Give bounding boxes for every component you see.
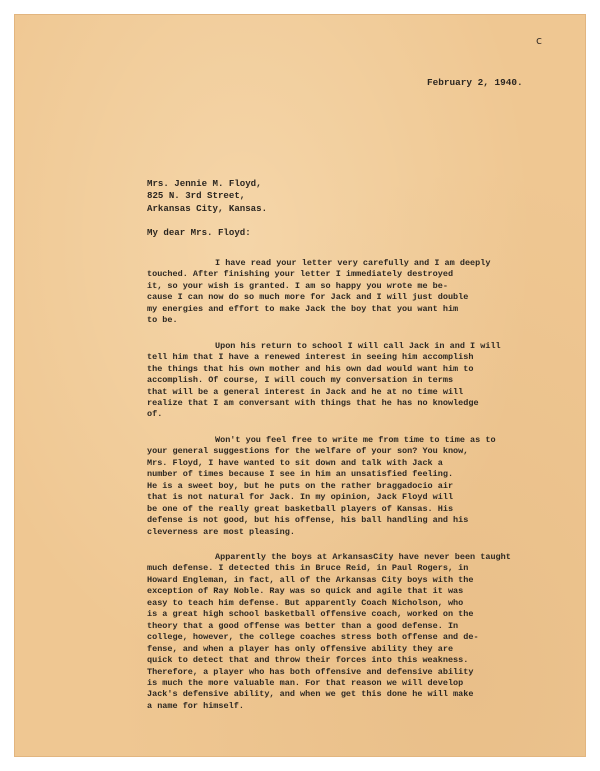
address-line: Mrs. Jennie M. Floyd, bbox=[147, 178, 262, 189]
body-line: fense, and when a player has only offensive ability they are bbox=[147, 643, 454, 654]
body-line: it, so your wish is granted. I am so happy you wrote me be- bbox=[147, 280, 448, 291]
address-line: Arkansas City, Kansas. bbox=[147, 202, 268, 214]
body-line: that is not natural for Jack. In my opinion, Jack Floyd will bbox=[147, 492, 454, 503]
body-line: be one of the really great basketball players of Kansas. His bbox=[147, 503, 454, 514]
body-line: easy to teach him defense. But apparently Coach Nicholson, who bbox=[147, 597, 464, 608]
letter-page bbox=[14, 14, 586, 757]
body-line: that will be a general interest in Jack and he at no time will bbox=[147, 386, 464, 397]
body-line: I have read your letter very carefully and I am deeply bbox=[215, 258, 491, 268]
paragraph-1 bbox=[147, 258, 567, 327]
body-line: Apparently the boys at ArkansasCity have never been taught bbox=[215, 551, 511, 562]
body-line: Mrs. Floyd, I have wanted to sit down and talk with Jack a bbox=[147, 457, 443, 468]
body-line: to be. bbox=[147, 315, 178, 326]
body-line: Jack's defensive ability, and when we get this done he will make bbox=[147, 689, 474, 700]
body-line: touched. After finishing your letter I immediately destroyed bbox=[147, 269, 454, 280]
body-line: accomplish. Of course, I will couch my conversation in terms bbox=[147, 375, 454, 386]
letter-body bbox=[147, 258, 567, 726]
body-line: the things that his own mother and his own dad would want him to bbox=[147, 363, 474, 374]
body-line: college, however, the college coaches stress both offense and de- bbox=[147, 632, 479, 643]
body-line: much defense. I detected this in Bruce Reid, in Paul Rogers, in bbox=[147, 563, 469, 574]
body-line: realize that I am conversant with things that he has no knowledge bbox=[147, 397, 479, 408]
paragraph-2 bbox=[147, 341, 567, 421]
body-line: a name for himself. bbox=[147, 700, 244, 711]
body-line: exception of Ray Noble. Ray was so quick and agile that it was bbox=[147, 586, 464, 597]
address-line: 825 N. 3rd Street, bbox=[147, 190, 246, 202]
salutation: My dear Mrs. Floyd: bbox=[147, 227, 251, 238]
body-line: defense is not good, but his offense, his ball handling and his bbox=[147, 515, 469, 526]
body-line: cause I can now do so much more for Jack and I will just double bbox=[147, 292, 469, 303]
body-line: your general suggestions for the welfare of your son? You know, bbox=[147, 446, 469, 457]
body-line: Howard Engleman, in fact, all of the Arkansas City boys with the bbox=[147, 574, 474, 585]
corner-mark: c bbox=[536, 34, 543, 47]
paragraph-4 bbox=[147, 552, 567, 712]
paragraph-3 bbox=[147, 435, 567, 538]
body-line: Therefore, a player who has both offensive and defensive ability bbox=[147, 666, 474, 677]
body-line: is a great high school basketball offensive coach, worked on the bbox=[147, 609, 474, 620]
body-line: tell him that I have a renewed interest in seeing him accomplish bbox=[147, 352, 474, 363]
body-line: Won't you feel free to write me from time to time as to bbox=[215, 434, 496, 445]
body-line: cleverness are most pleasing. bbox=[147, 526, 295, 537]
body-line: theory that a good offense was better than a good defense. In bbox=[147, 620, 459, 631]
body-line: number of times because I see in him an unsatisfied feeling. bbox=[147, 469, 454, 480]
letter-date: February 2, 1940. bbox=[427, 77, 523, 88]
body-line: quick to detect that and throw their forces into this weakness. bbox=[147, 655, 469, 666]
body-line: my energies and effort to make Jack the boy that you want him bbox=[147, 303, 459, 314]
body-line: is much the more valuable man. For that reason we will develop bbox=[147, 677, 464, 688]
recipient-address bbox=[147, 178, 267, 215]
body-line: He is a sweet boy, but he puts on the rather braggadocio air bbox=[147, 480, 454, 491]
body-line: of. bbox=[147, 409, 163, 420]
body-line: Upon his return to school I will call Jack in and I will bbox=[215, 340, 501, 351]
